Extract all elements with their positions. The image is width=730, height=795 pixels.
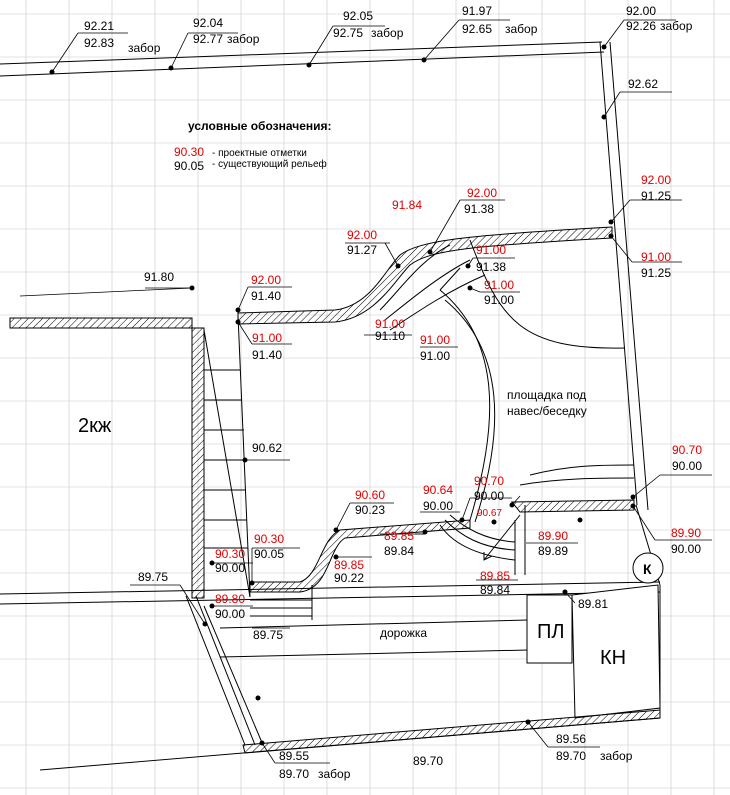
svg-text:89.84: 89.84 bbox=[384, 544, 415, 558]
svg-text:90.05: 90.05 bbox=[254, 547, 285, 561]
bottom-fence-right-mark bbox=[556, 732, 633, 763]
svg-text:91.00: 91.00 bbox=[252, 331, 283, 345]
svg-text:92.00: 92.00 bbox=[251, 273, 282, 287]
lower-retaining-wall bbox=[250, 500, 634, 592]
svg-text:92.77: 92.77 bbox=[193, 32, 224, 46]
svg-text:89.90: 89.90 bbox=[538, 529, 569, 543]
svg-text:90.00: 90.00 bbox=[672, 459, 703, 473]
svg-text:91.25: 91.25 bbox=[641, 266, 672, 280]
svg-text:90.70: 90.70 bbox=[474, 474, 505, 488]
fence-mark-5 bbox=[626, 4, 693, 33]
svg-text:90.00: 90.00 bbox=[215, 561, 246, 575]
elev-89-75-steps: 89.75 bbox=[253, 628, 284, 642]
elev-pair-21 bbox=[334, 558, 364, 585]
elev-pair-16 bbox=[355, 488, 385, 517]
svg-text:92.00: 92.00 bbox=[641, 173, 672, 187]
svg-text:92.04: 92.04 bbox=[193, 16, 224, 30]
elev-pair-1 bbox=[464, 186, 497, 216]
svg-text:90.70: 90.70 bbox=[672, 443, 703, 457]
svg-text:91.00: 91.00 bbox=[476, 243, 507, 257]
svg-text:91.00: 91.00 bbox=[484, 278, 515, 292]
svg-text:- существующий рельеф: - существующий рельеф bbox=[212, 159, 327, 170]
svg-text:89.85: 89.85 bbox=[334, 558, 365, 572]
svg-text:забор: забор bbox=[318, 767, 351, 781]
lower-steps bbox=[250, 505, 525, 620]
elev-pair-12 bbox=[672, 443, 702, 473]
svg-text:92.00: 92.00 bbox=[467, 186, 498, 200]
svg-text:89.89: 89.89 bbox=[538, 544, 569, 558]
svg-text:90.00: 90.00 bbox=[215, 607, 246, 621]
svg-text:89.85: 89.85 bbox=[384, 529, 415, 543]
pad-label-2: навес/беседку bbox=[507, 404, 587, 418]
pad-label-1: площадка под bbox=[507, 388, 587, 402]
svg-text:забор: забор bbox=[660, 19, 693, 33]
path-label: дорожка bbox=[380, 626, 428, 640]
upper-retaining-wall bbox=[238, 227, 612, 324]
elev-92-62: 92.62 bbox=[628, 77, 659, 91]
fence-mark-3 bbox=[333, 9, 404, 40]
svg-text:92.21: 92.21 bbox=[84, 19, 115, 33]
elev-pair-22 bbox=[215, 547, 245, 575]
svg-text:90.22: 90.22 bbox=[334, 571, 365, 585]
elev-89-70: 89.70 bbox=[413, 754, 444, 768]
elev-pair-9 bbox=[252, 331, 282, 362]
svg-text:91.27: 91.27 bbox=[347, 243, 378, 257]
svg-text:90.64: 90.64 bbox=[423, 483, 454, 497]
bottom-fence-left-mark bbox=[279, 749, 351, 781]
legend-design-sample: 90.30 bbox=[174, 145, 205, 159]
svg-text:89.70: 89.70 bbox=[556, 749, 587, 763]
elev-pair-23 bbox=[215, 592, 245, 621]
elev-pair-19 bbox=[671, 526, 701, 556]
house-label: 2кж bbox=[78, 415, 112, 437]
svg-text:забор: забор bbox=[371, 26, 404, 40]
fence-mark-2 bbox=[193, 16, 260, 46]
svg-text:90.00: 90.00 bbox=[423, 499, 454, 513]
elev-pair-5 bbox=[484, 278, 514, 307]
elev-pair-13 bbox=[474, 474, 504, 503]
elev-pair-4 bbox=[476, 243, 506, 274]
svg-text:91.00: 91.00 bbox=[375, 317, 406, 331]
svg-text:91.40: 91.40 bbox=[252, 348, 283, 362]
svg-text:забор: забор bbox=[128, 41, 161, 55]
svg-text:89.85: 89.85 bbox=[480, 569, 511, 583]
svg-text:89.90: 89.90 bbox=[671, 526, 702, 540]
elev-pair-10 bbox=[375, 317, 405, 343]
elev-90-62: 90.62 bbox=[252, 441, 283, 455]
elev-pair-3 bbox=[347, 228, 377, 257]
elev-pair-8 bbox=[251, 273, 281, 303]
well-label: К bbox=[643, 561, 652, 577]
legend-existing-sample: 90.05 bbox=[174, 159, 205, 173]
svg-text:91.00: 91.00 bbox=[420, 333, 451, 347]
svg-text:90.23: 90.23 bbox=[355, 503, 386, 517]
elev-pair-20 bbox=[254, 532, 284, 561]
svg-text:91.25: 91.25 bbox=[641, 189, 672, 203]
legend bbox=[174, 119, 332, 173]
svg-text:90.00: 90.00 bbox=[474, 489, 505, 503]
svg-text:забор: забор bbox=[600, 749, 633, 763]
svg-text:91.40: 91.40 bbox=[251, 289, 282, 303]
svg-text:91.38: 91.38 bbox=[464, 202, 495, 216]
elev-pair-17 bbox=[384, 529, 414, 558]
elev-91-80: 91.80 bbox=[144, 270, 175, 284]
elev-pair-6 bbox=[641, 173, 671, 203]
svg-text:89.55: 89.55 bbox=[279, 749, 310, 763]
elev-89-75: 89.75 bbox=[138, 570, 169, 584]
svg-text:89.70: 89.70 bbox=[279, 767, 310, 781]
fence-mark-1 bbox=[84, 19, 161, 55]
elev-pair-14 bbox=[423, 483, 453, 513]
kn-label: КН bbox=[600, 647, 627, 669]
elev-91-84: 91.84 bbox=[392, 198, 423, 212]
svg-text:90.30: 90.30 bbox=[254, 532, 285, 546]
svg-text:89.80: 89.80 bbox=[215, 592, 246, 606]
svg-text:91.10: 91.10 bbox=[375, 329, 406, 343]
svg-text:92.05: 92.05 bbox=[343, 9, 374, 23]
svg-text:90.00: 90.00 bbox=[671, 542, 702, 556]
house-wall bbox=[10, 318, 204, 598]
svg-text:91.00: 91.00 bbox=[641, 250, 672, 264]
svg-text:- проектные отметки: - проектные отметки bbox=[212, 148, 307, 159]
svg-text:91.00: 91.00 bbox=[420, 349, 451, 363]
elev-pair-24 bbox=[480, 569, 510, 597]
elev-pair-11 bbox=[420, 333, 450, 363]
elev-90-67: 90.67 bbox=[477, 508, 503, 519]
elev-pair-7 bbox=[641, 250, 671, 280]
svg-text:92.83: 92.83 bbox=[84, 36, 115, 50]
elev-89-81: 89.81 bbox=[578, 597, 609, 611]
svg-text:89.84: 89.84 bbox=[480, 583, 511, 597]
svg-text:условные обозначения:: условные обозначения: bbox=[188, 119, 332, 133]
svg-text:забор: забор bbox=[505, 22, 538, 36]
elev-pair-18 bbox=[538, 529, 568, 558]
svg-text:92.00: 92.00 bbox=[626, 4, 657, 18]
svg-text:89.56: 89.56 bbox=[556, 732, 587, 746]
svg-text:91.00: 91.00 bbox=[484, 293, 515, 307]
top-fence bbox=[0, 42, 648, 510]
svg-text:92.65: 92.65 bbox=[462, 22, 493, 36]
svg-text:91.38: 91.38 bbox=[476, 260, 507, 274]
svg-text:92.26: 92.26 bbox=[626, 19, 657, 33]
pl-label: ПЛ bbox=[537, 621, 565, 643]
svg-text:90.60: 90.60 bbox=[355, 488, 386, 502]
svg-text:забор: забор bbox=[227, 32, 260, 46]
svg-text:91.97: 91.97 bbox=[462, 4, 493, 18]
svg-text:92.00: 92.00 bbox=[347, 228, 378, 242]
svg-text:90.30: 90.30 bbox=[215, 547, 246, 561]
svg-text:92.75: 92.75 bbox=[333, 26, 364, 40]
